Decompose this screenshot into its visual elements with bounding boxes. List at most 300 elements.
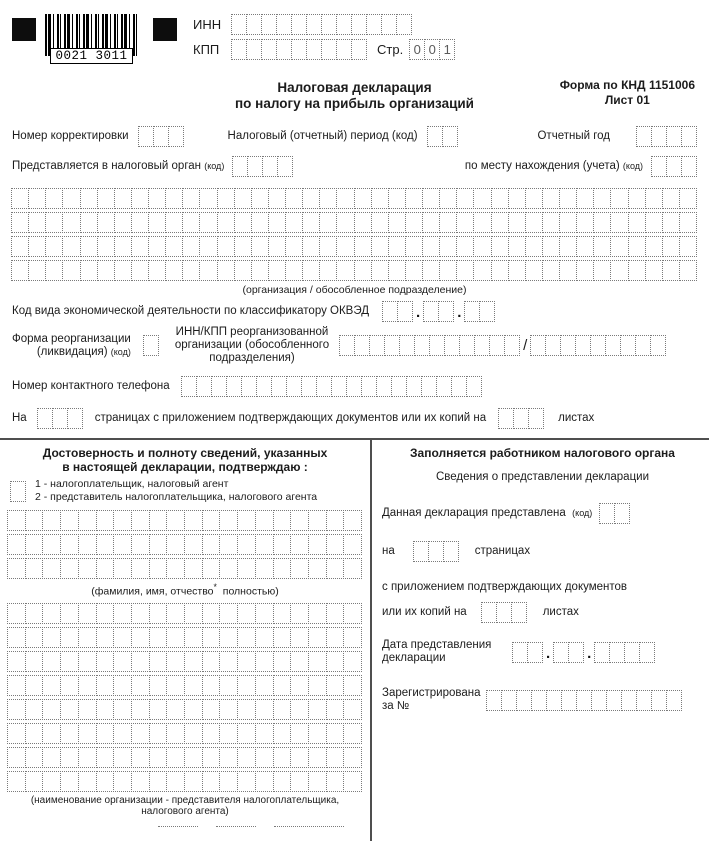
signer-type-field[interactable] xyxy=(10,481,26,502)
input-cell[interactable] xyxy=(202,747,221,768)
input-cell[interactable] xyxy=(60,723,79,744)
input-cell[interactable] xyxy=(131,212,149,233)
input-cell[interactable] xyxy=(7,651,26,672)
pages-count-field[interactable] xyxy=(37,408,83,429)
input-cell[interactable] xyxy=(351,14,367,35)
input-cell[interactable] xyxy=(388,188,406,209)
input-cell[interactable] xyxy=(628,260,646,281)
input-cell[interactable] xyxy=(290,675,309,696)
input-cell[interactable] xyxy=(78,699,97,720)
input-cell[interactable] xyxy=(251,260,269,281)
input-cell[interactable] xyxy=(326,558,345,579)
copies-sheets-field[interactable] xyxy=(481,602,527,623)
input-cell[interactable] xyxy=(542,212,560,233)
input-cell[interactable] xyxy=(114,260,132,281)
input-cell[interactable] xyxy=(624,642,640,663)
input-cell[interactable] xyxy=(336,14,352,35)
input-cell[interactable] xyxy=(336,188,354,209)
input-cell[interactable] xyxy=(681,156,697,177)
input-cell[interactable] xyxy=(319,260,337,281)
input-cell[interactable] xyxy=(326,723,345,744)
input-cell[interactable] xyxy=(621,690,637,711)
input-cell[interactable] xyxy=(149,558,168,579)
input-cell[interactable] xyxy=(42,534,61,555)
cell-group[interactable] xyxy=(512,642,543,663)
input-cell[interactable] xyxy=(166,510,185,531)
input-cell[interactable] xyxy=(42,558,61,579)
input-cell[interactable] xyxy=(234,236,252,257)
input-cell[interactable] xyxy=(237,747,256,768)
input-cell[interactable] xyxy=(131,771,150,792)
input-cell[interactable] xyxy=(113,558,132,579)
input-cell[interactable] xyxy=(148,260,166,281)
phone-field[interactable] xyxy=(181,376,482,397)
input-cell[interactable] xyxy=(273,510,292,531)
input-cell[interactable] xyxy=(181,376,197,397)
cell-group[interactable] xyxy=(553,642,584,663)
reorg-kpp-field[interactable] xyxy=(530,335,666,356)
input-cell[interactable] xyxy=(346,376,362,397)
cell-group[interactable] xyxy=(464,301,495,322)
input-cell[interactable] xyxy=(371,212,389,233)
input-cell[interactable] xyxy=(231,39,247,60)
input-cell[interactable] xyxy=(42,627,61,648)
input-cell[interactable] xyxy=(202,723,221,744)
input-cell[interactable] xyxy=(276,39,292,60)
input-cell[interactable] xyxy=(508,260,526,281)
correction-field[interactable] xyxy=(138,126,184,147)
input-cell[interactable] xyxy=(639,642,655,663)
input-cell[interactable] xyxy=(251,212,269,233)
input-cell[interactable] xyxy=(78,534,97,555)
input-cell[interactable] xyxy=(11,236,29,257)
submitted-code-field[interactable] xyxy=(599,503,630,524)
input-cell[interactable] xyxy=(255,699,274,720)
input-cell[interactable] xyxy=(261,14,277,35)
input-cell[interactable] xyxy=(273,534,292,555)
input-cell[interactable] xyxy=(45,260,63,281)
input-cell[interactable] xyxy=(80,260,98,281)
input-cell[interactable] xyxy=(371,260,389,281)
authority-field[interactable] xyxy=(232,156,293,177)
input-cell[interactable] xyxy=(149,510,168,531)
input-cell[interactable] xyxy=(166,747,185,768)
input-cell[interactable] xyxy=(234,260,252,281)
input-cell[interactable] xyxy=(166,651,185,672)
input-cell[interactable] xyxy=(196,376,212,397)
input-cell[interactable] xyxy=(60,627,79,648)
input-cell[interactable] xyxy=(219,723,238,744)
input-cell[interactable] xyxy=(25,651,44,672)
input-cell[interactable] xyxy=(202,651,221,672)
input-cell[interactable] xyxy=(525,212,543,233)
input-cell[interactable] xyxy=(60,771,79,792)
input-cell[interactable] xyxy=(285,236,303,257)
input-cell[interactable] xyxy=(184,510,203,531)
input-cell[interactable] xyxy=(439,212,457,233)
input-cell[interactable] xyxy=(231,14,247,35)
input-cell[interactable] xyxy=(576,212,594,233)
input-cell[interactable] xyxy=(645,260,663,281)
input-cell[interactable] xyxy=(211,376,227,397)
input-cell[interactable] xyxy=(343,510,362,531)
input-cell[interactable] xyxy=(391,376,407,397)
input-cell[interactable] xyxy=(42,510,61,531)
input-cell[interactable] xyxy=(343,699,362,720)
input-cell[interactable] xyxy=(11,260,29,281)
input-cell[interactable] xyxy=(268,260,286,281)
input-cell[interactable] xyxy=(7,558,26,579)
input-cell[interactable] xyxy=(396,14,412,35)
representative-org-grid[interactable] xyxy=(8,603,362,792)
input-cell[interactable] xyxy=(628,212,646,233)
input-cell[interactable] xyxy=(439,260,457,281)
input-cell[interactable] xyxy=(149,627,168,648)
sheets-count-field[interactable] xyxy=(498,408,544,429)
input-cell[interactable] xyxy=(184,771,203,792)
input-cell[interactable] xyxy=(138,126,154,147)
input-cell[interactable] xyxy=(456,212,474,233)
input-cell[interactable] xyxy=(131,747,150,768)
input-cell[interactable] xyxy=(62,188,80,209)
input-cell[interactable] xyxy=(237,510,256,531)
input-cell[interactable] xyxy=(464,301,480,322)
input-cell[interactable] xyxy=(60,747,79,768)
input-cell[interactable] xyxy=(113,675,132,696)
input-cell[interactable] xyxy=(60,603,79,624)
reorg-form-field[interactable] xyxy=(143,335,159,356)
input-cell[interactable] xyxy=(184,627,203,648)
input-cell[interactable] xyxy=(388,236,406,257)
input-cell[interactable] xyxy=(636,126,652,147)
input-cell[interactable] xyxy=(25,723,44,744)
input-cell[interactable] xyxy=(184,699,203,720)
input-cell[interactable] xyxy=(202,771,221,792)
input-cell[interactable] xyxy=(96,603,115,624)
input-cell[interactable] xyxy=(508,236,526,257)
input-cell[interactable] xyxy=(422,188,440,209)
input-cell[interactable] xyxy=(113,603,132,624)
input-cell[interactable] xyxy=(384,335,400,356)
input-cell[interactable] xyxy=(508,188,526,209)
input-cell[interactable] xyxy=(512,642,528,663)
input-cell[interactable] xyxy=(143,335,159,356)
input-cell[interactable] xyxy=(273,627,292,648)
input-cell[interactable] xyxy=(97,236,115,257)
input-cell[interactable] xyxy=(166,675,185,696)
input-cell[interactable] xyxy=(166,771,185,792)
input-cell[interactable] xyxy=(273,723,292,744)
input-cell[interactable] xyxy=(354,335,370,356)
input-cell[interactable] xyxy=(166,558,185,579)
input-cell[interactable] xyxy=(219,558,238,579)
input-cell[interactable] xyxy=(343,675,362,696)
input-cell[interactable] xyxy=(414,335,430,356)
input-cell[interactable] xyxy=(382,301,398,322)
input-cell[interactable] xyxy=(593,212,611,233)
input-cell[interactable] xyxy=(42,603,61,624)
input-cell[interactable] xyxy=(285,212,303,233)
submission-date-field[interactable] xyxy=(512,642,655,663)
input-cell[interactable] xyxy=(148,236,166,257)
input-cell[interactable] xyxy=(25,627,44,648)
input-cell[interactable] xyxy=(131,699,150,720)
input-cell[interactable] xyxy=(273,747,292,768)
input-cell[interactable] xyxy=(237,699,256,720)
input-cell[interactable] xyxy=(628,236,646,257)
input-cell[interactable] xyxy=(255,723,274,744)
input-cell[interactable] xyxy=(114,188,132,209)
input-cell[interactable] xyxy=(413,541,429,562)
input-cell[interactable] xyxy=(528,408,544,429)
input-cell[interactable] xyxy=(508,212,526,233)
input-cell[interactable] xyxy=(78,651,97,672)
input-cell[interactable] xyxy=(451,376,467,397)
input-cell[interactable] xyxy=(28,212,46,233)
input-cell[interactable] xyxy=(255,675,274,696)
input-cell[interactable] xyxy=(308,534,327,555)
input-cell[interactable] xyxy=(219,534,238,555)
input-cell[interactable] xyxy=(131,558,150,579)
input-cell[interactable] xyxy=(219,627,238,648)
input-cell[interactable] xyxy=(42,771,61,792)
input-cell[interactable] xyxy=(290,558,309,579)
input-cell[interactable] xyxy=(202,510,221,531)
input-cell[interactable] xyxy=(131,236,149,257)
input-cell[interactable] xyxy=(290,534,309,555)
input-cell[interactable] xyxy=(498,408,514,429)
input-cell[interactable] xyxy=(148,188,166,209)
input-cell[interactable] xyxy=(473,188,491,209)
input-cell[interactable] xyxy=(42,699,61,720)
input-cell[interactable] xyxy=(662,188,680,209)
input-cell[interactable] xyxy=(679,236,697,257)
input-cell[interactable] xyxy=(67,408,83,429)
input-cell[interactable] xyxy=(399,335,415,356)
input-cell[interactable] xyxy=(650,335,666,356)
input-cell[interactable] xyxy=(388,212,406,233)
input-cell[interactable] xyxy=(354,236,372,257)
input-cell[interactable] xyxy=(131,627,150,648)
input-cell[interactable] xyxy=(7,603,26,624)
input-cell[interactable] xyxy=(422,212,440,233)
input-cell[interactable] xyxy=(422,260,440,281)
input-cell[interactable] xyxy=(466,376,482,397)
input-cell[interactable] xyxy=(246,39,262,60)
input-cell[interactable] xyxy=(241,376,257,397)
input-cell[interactable] xyxy=(60,510,79,531)
input-cell[interactable] xyxy=(148,212,166,233)
input-cell[interactable] xyxy=(149,651,168,672)
input-cell[interactable] xyxy=(78,747,97,768)
input-cell[interactable] xyxy=(679,188,697,209)
input-cell[interactable] xyxy=(427,126,443,147)
input-cell[interactable] xyxy=(80,236,98,257)
input-cell[interactable] xyxy=(149,699,168,720)
input-cell[interactable] xyxy=(96,771,115,792)
input-cell[interactable] xyxy=(255,603,274,624)
input-cell[interactable] xyxy=(97,188,115,209)
input-cell[interactable] xyxy=(610,260,628,281)
input-cell[interactable] xyxy=(237,723,256,744)
input-cell[interactable] xyxy=(559,188,577,209)
input-cell[interactable] xyxy=(326,627,345,648)
input-cell[interactable] xyxy=(184,534,203,555)
input-cell[interactable] xyxy=(291,39,307,60)
input-cell[interactable] xyxy=(96,699,115,720)
input-cell[interactable] xyxy=(131,651,150,672)
input-cell[interactable] xyxy=(326,534,345,555)
input-cell[interactable] xyxy=(202,627,221,648)
input-cell[interactable] xyxy=(80,212,98,233)
input-cell[interactable] xyxy=(491,236,509,257)
input-cell[interactable] xyxy=(80,188,98,209)
input-cell[interactable] xyxy=(25,675,44,696)
input-cell[interactable] xyxy=(199,236,217,257)
input-cell[interactable] xyxy=(354,260,372,281)
input-cell[interactable] xyxy=(7,723,26,744)
input-cell[interactable] xyxy=(262,156,278,177)
input-cell[interactable] xyxy=(219,675,238,696)
input-cell[interactable] xyxy=(217,260,235,281)
input-cell[interactable] xyxy=(525,188,543,209)
input-cell[interactable] xyxy=(113,627,132,648)
input-cell[interactable] xyxy=(131,534,150,555)
input-cell[interactable] xyxy=(302,236,320,257)
input-cell[interactable] xyxy=(184,747,203,768)
input-cell[interactable] xyxy=(388,260,406,281)
input-cell[interactable] xyxy=(149,723,168,744)
input-cell[interactable] xyxy=(326,771,345,792)
input-cell[interactable] xyxy=(319,212,337,233)
input-cell[interactable] xyxy=(25,603,44,624)
input-cell[interactable] xyxy=(255,534,274,555)
input-cell[interactable] xyxy=(273,771,292,792)
input-cell[interactable] xyxy=(28,236,46,257)
input-cell[interactable] xyxy=(354,188,372,209)
input-cell[interactable] xyxy=(78,558,97,579)
input-cell[interactable] xyxy=(28,260,46,281)
input-cell[interactable] xyxy=(473,260,491,281)
input-cell[interactable] xyxy=(308,723,327,744)
input-cell[interactable] xyxy=(491,212,509,233)
input-cell[interactable] xyxy=(326,603,345,624)
input-cell[interactable] xyxy=(405,260,423,281)
input-cell[interactable] xyxy=(666,156,682,177)
input-cell[interactable] xyxy=(237,558,256,579)
input-cell[interactable] xyxy=(42,675,61,696)
input-cell[interactable] xyxy=(316,376,332,397)
input-cell[interactable] xyxy=(559,260,577,281)
input-cell[interactable] xyxy=(273,699,292,720)
input-cell[interactable] xyxy=(202,603,221,624)
input-cell[interactable] xyxy=(326,699,345,720)
input-cell[interactable] xyxy=(199,212,217,233)
input-cell[interactable] xyxy=(199,260,217,281)
input-cell[interactable] xyxy=(343,558,362,579)
input-cell[interactable] xyxy=(165,212,183,233)
input-cell[interactable] xyxy=(406,376,422,397)
input-cell[interactable] xyxy=(559,212,577,233)
input-cell[interactable] xyxy=(7,699,26,720)
input-cell[interactable] xyxy=(576,188,594,209)
input-cell[interactable] xyxy=(308,651,327,672)
input-cell[interactable] xyxy=(504,335,520,356)
input-cell[interactable] xyxy=(268,188,286,209)
input-cell[interactable] xyxy=(290,603,309,624)
input-cell[interactable] xyxy=(165,236,183,257)
input-cell[interactable] xyxy=(542,236,560,257)
input-cell[interactable] xyxy=(285,260,303,281)
input-cell[interactable] xyxy=(610,212,628,233)
input-cell[interactable] xyxy=(308,603,327,624)
input-cell[interactable] xyxy=(308,510,327,531)
input-cell[interactable] xyxy=(290,723,309,744)
page-number-field[interactable] xyxy=(409,39,455,60)
input-cell[interactable] xyxy=(199,188,217,209)
input-cell[interactable] xyxy=(219,747,238,768)
input-cell[interactable] xyxy=(610,236,628,257)
input-cell[interactable] xyxy=(459,335,475,356)
input-cell[interactable] xyxy=(343,603,362,624)
input-cell[interactable] xyxy=(60,534,79,555)
input-cell[interactable] xyxy=(590,335,606,356)
input-cell[interactable] xyxy=(60,558,79,579)
input-cell[interactable] xyxy=(255,651,274,672)
input-cell[interactable] xyxy=(513,408,529,429)
input-cell[interactable] xyxy=(273,603,292,624)
organization-name-grid[interactable] xyxy=(0,185,709,281)
input-cell[interactable] xyxy=(78,627,97,648)
input-cell[interactable] xyxy=(113,723,132,744)
fio-grid[interactable] xyxy=(8,510,362,579)
input-cell[interactable] xyxy=(247,156,263,177)
input-cell[interactable] xyxy=(25,534,44,555)
input-cell[interactable] xyxy=(371,236,389,257)
input-cell[interactable] xyxy=(474,335,490,356)
input-cell[interactable] xyxy=(25,699,44,720)
input-cell[interactable] xyxy=(308,558,327,579)
input-cell[interactable] xyxy=(246,14,262,35)
input-cell[interactable] xyxy=(456,236,474,257)
input-cell[interactable] xyxy=(438,301,454,322)
input-cell[interactable] xyxy=(184,603,203,624)
input-cell[interactable] xyxy=(10,481,26,502)
input-cell[interactable] xyxy=(184,558,203,579)
input-cell[interactable] xyxy=(381,14,397,35)
input-cell[interactable] xyxy=(553,642,569,663)
input-cell[interactable] xyxy=(645,212,663,233)
input-cell[interactable] xyxy=(576,690,592,711)
input-cell[interactable] xyxy=(96,558,115,579)
input-cell[interactable] xyxy=(219,699,238,720)
input-cell[interactable] xyxy=(255,771,274,792)
input-cell[interactable] xyxy=(444,335,460,356)
input-cell[interactable] xyxy=(326,747,345,768)
input-cell[interactable] xyxy=(530,335,546,356)
input-cell[interactable] xyxy=(662,212,680,233)
input-cell[interactable] xyxy=(291,14,307,35)
input-cell[interactable] xyxy=(42,747,61,768)
input-cell[interactable] xyxy=(473,236,491,257)
input-cell[interactable] xyxy=(331,376,347,397)
input-cell[interactable] xyxy=(45,236,63,257)
input-cell[interactable] xyxy=(285,188,303,209)
input-cell[interactable] xyxy=(681,126,697,147)
input-cell[interactable] xyxy=(491,188,509,209)
input-cell[interactable] xyxy=(576,260,594,281)
input-cell[interactable] xyxy=(96,534,115,555)
